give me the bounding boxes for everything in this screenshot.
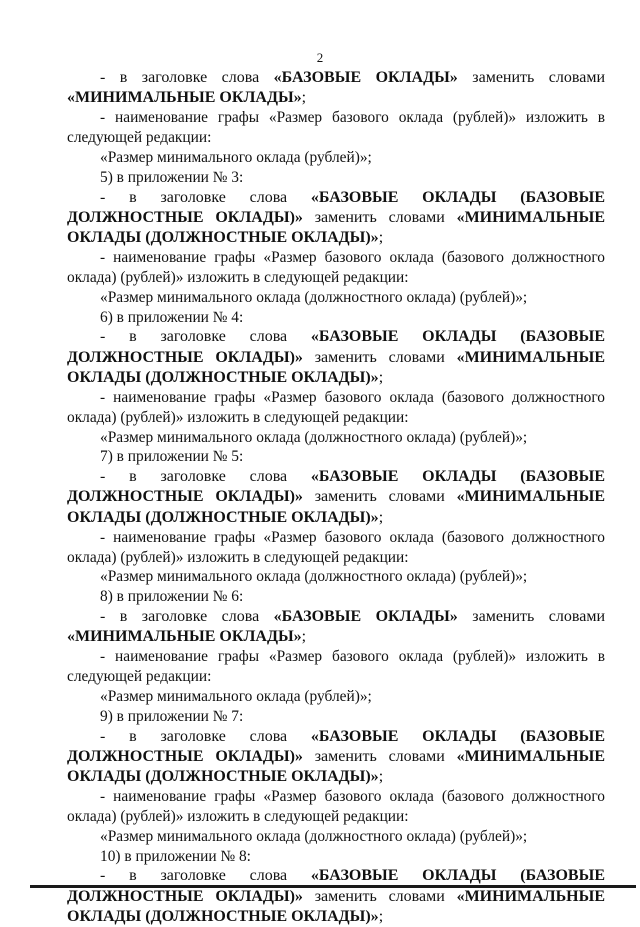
text-run: «Размер минимального оклада (должностного оклада) (рублей)»;	[100, 428, 528, 446]
bold-run: «БАЗОВЫЕ ОКЛАДЫ»	[273, 607, 458, 625]
paragraph-appendix-5	[67, 447, 605, 467]
bold-run: «МИНИМАЛЬНЫЕ ОКЛАДЫ (ДОЛЖНОСТНЫЕ ОКЛАДЫ)»	[67, 208, 605, 246]
paragraph-column-name-2	[67, 248, 605, 288]
paragraph-new-wording-2	[67, 288, 605, 308]
text-run: заменить словами	[457, 607, 606, 625]
text-run: - наименование графы «Размер базового оклада (рублей)» изложить в следующей редакции:	[67, 109, 605, 147]
bold-run: «БАЗОВЫЕ ОКЛАДЫ»	[273, 69, 458, 86]
paragraph-appendix-4	[67, 308, 605, 328]
text-run: - в заголовке слова	[100, 468, 311, 486]
text-run: 9) в приложении № 7:	[100, 707, 244, 725]
paragraph-title-change-7	[67, 866, 605, 927]
text-run: ;	[301, 628, 307, 646]
document-body	[67, 68, 605, 927]
footer-rule	[30, 885, 636, 888]
paragraph-title-change-1	[67, 68, 605, 108]
bold-run: «БАЗОВЫЕ ОКЛАДЫ (БАЗОВЫЕ ДОЛЖНОСТНЫЕ ОКЛАДЫ)»	[67, 468, 605, 506]
text-run: - в заголовке слова	[100, 328, 311, 346]
text-run: - наименование графы «Размер базового оклада (рублей)» изложить в следующей редакции:	[67, 648, 605, 686]
paragraph-new-wording-4	[67, 567, 605, 587]
text-run: - наименование графы «Размер базового оклада (базового должностного оклада) (рублей)» изложить в следующей редакции:	[67, 249, 605, 286]
bold-run: «МИНИМАЛЬНЫЕ ОКЛАДЫ»	[67, 628, 302, 646]
paragraph-column-name-6	[67, 787, 605, 827]
paragraph-new-wording-5	[67, 687, 605, 707]
bold-run: «МИНИМАЛЬНЫЕ ОКЛАДЫ (ДОЛЖНОСТНЫЕ ОКЛАДЫ)»	[67, 887, 605, 925]
paragraph-column-name-1	[67, 108, 605, 148]
text-run: ;	[378, 767, 384, 785]
text-run: - в заголовке слова	[100, 188, 311, 206]
text-run: заменить словами	[302, 488, 457, 506]
page-number: 2	[316, 50, 324, 65]
text-run: заменить словами	[302, 208, 457, 226]
paragraph-title-change-4	[67, 467, 605, 528]
text-run: 6) в приложении № 4:	[100, 308, 244, 326]
paragraph-column-name-5	[67, 647, 605, 687]
bold-run: «МИНИМАЛЬНЫЕ ОКЛАДЫ (ДОЛЖНОСТНЫЕ ОКЛАДЫ)»	[67, 488, 605, 526]
bold-run: «МИНИМАЛЬНЫЕ ОКЛАДЫ (ДОЛЖНОСТНЫЕ ОКЛАДЫ)»	[67, 348, 605, 386]
bold-run: «БАЗОВЫЕ ОКЛАДЫ (БАЗОВЫЕ ДОЛЖНОСТНЫЕ ОКЛАДЫ)»	[67, 328, 605, 366]
text-run: ;	[378, 508, 384, 526]
text-run: - в заголовке слова	[100, 867, 311, 885]
text-run: 10) в приложении № 8:	[100, 847, 251, 865]
bold-run: «БАЗОВЫЕ ОКЛАДЫ (БАЗОВЫЕ ДОЛЖНОСТНЫЕ ОКЛАДЫ)»	[67, 188, 605, 226]
text-run: заменить словами	[302, 348, 457, 366]
paragraph-new-wording-3	[67, 428, 605, 448]
text-run: «Размер минимального оклада (рублей)»;	[100, 149, 372, 166]
paragraph-title-change-6	[67, 727, 605, 788]
text-run: - в заголовке слова	[100, 69, 274, 86]
bold-run: «БАЗОВЫЕ ОКЛАДЫ (БАЗОВЫЕ ДОЛЖНОСТНЫЕ ОКЛАДЫ)»	[67, 727, 605, 765]
paragraph-column-name-4	[67, 528, 605, 568]
paragraph-new-wording-6	[67, 827, 605, 847]
text-run: «Размер минимального оклада (должностного оклада) (рублей)»;	[100, 288, 528, 306]
bold-run: «МИНИМАЛЬНЫЕ ОКЛАДЫ»	[67, 89, 302, 107]
text-run: ;	[301, 89, 307, 107]
paragraph-appendix-3	[67, 168, 605, 188]
paragraph-title-change-2	[67, 188, 605, 249]
text-run: - в заголовке слова	[100, 607, 274, 625]
text-run: 5) в приложении № 3:	[100, 168, 244, 186]
paragraph-column-name-3	[67, 388, 605, 428]
text-run: - в заголовке слова	[100, 727, 311, 745]
text-run: ;	[378, 907, 384, 925]
text-run: заменить словами	[302, 747, 457, 765]
text-run: ;	[378, 368, 384, 386]
paragraph-title-change-3	[67, 327, 605, 388]
paragraph-appendix-7	[67, 707, 605, 727]
paragraph-appendix-6	[67, 587, 605, 607]
text-run: заменить словами	[302, 887, 457, 905]
text-run: ;	[378, 229, 384, 246]
text-run: - наименование графы «Размер базового оклада (базового должностного оклада) (рублей)» изложить в следующей редакции:	[67, 788, 605, 825]
paragraph-new-wording-1	[67, 148, 605, 168]
bold-run: «БАЗОВЫЕ ОКЛАДЫ (БАЗОВЫЕ ДОЛЖНОСТНЫЕ ОКЛАДЫ)»	[67, 867, 605, 905]
text-run: «Размер минимального оклада (должностного оклада) (рублей)»;	[100, 827, 528, 845]
text-run: 7) в приложении № 5:	[100, 448, 244, 466]
paragraph-title-change-5	[67, 607, 605, 647]
text-run: - наименование графы «Размер базового оклада (базового должностного оклада) (рублей)» изложить в следующей редакции:	[67, 528, 605, 566]
paragraph-appendix-8	[67, 847, 605, 867]
text-run: «Размер минимального оклада (должностного оклада) (рублей)»;	[100, 568, 528, 586]
text-run: заменить словами	[457, 69, 606, 86]
text-run: 8) в приложении № 6:	[100, 588, 244, 606]
text-run: «Размер минимального оклада (рублей)»;	[100, 687, 372, 705]
text-run: - наименование графы «Размер базового оклада (базового должностного оклада) (рублей)» изложить в следующей редакции:	[67, 389, 605, 426]
bold-run: «МИНИМАЛЬНЫЕ ОКЛАДЫ (ДОЛЖНОСТНЫЕ ОКЛАДЫ)»	[67, 747, 605, 785]
